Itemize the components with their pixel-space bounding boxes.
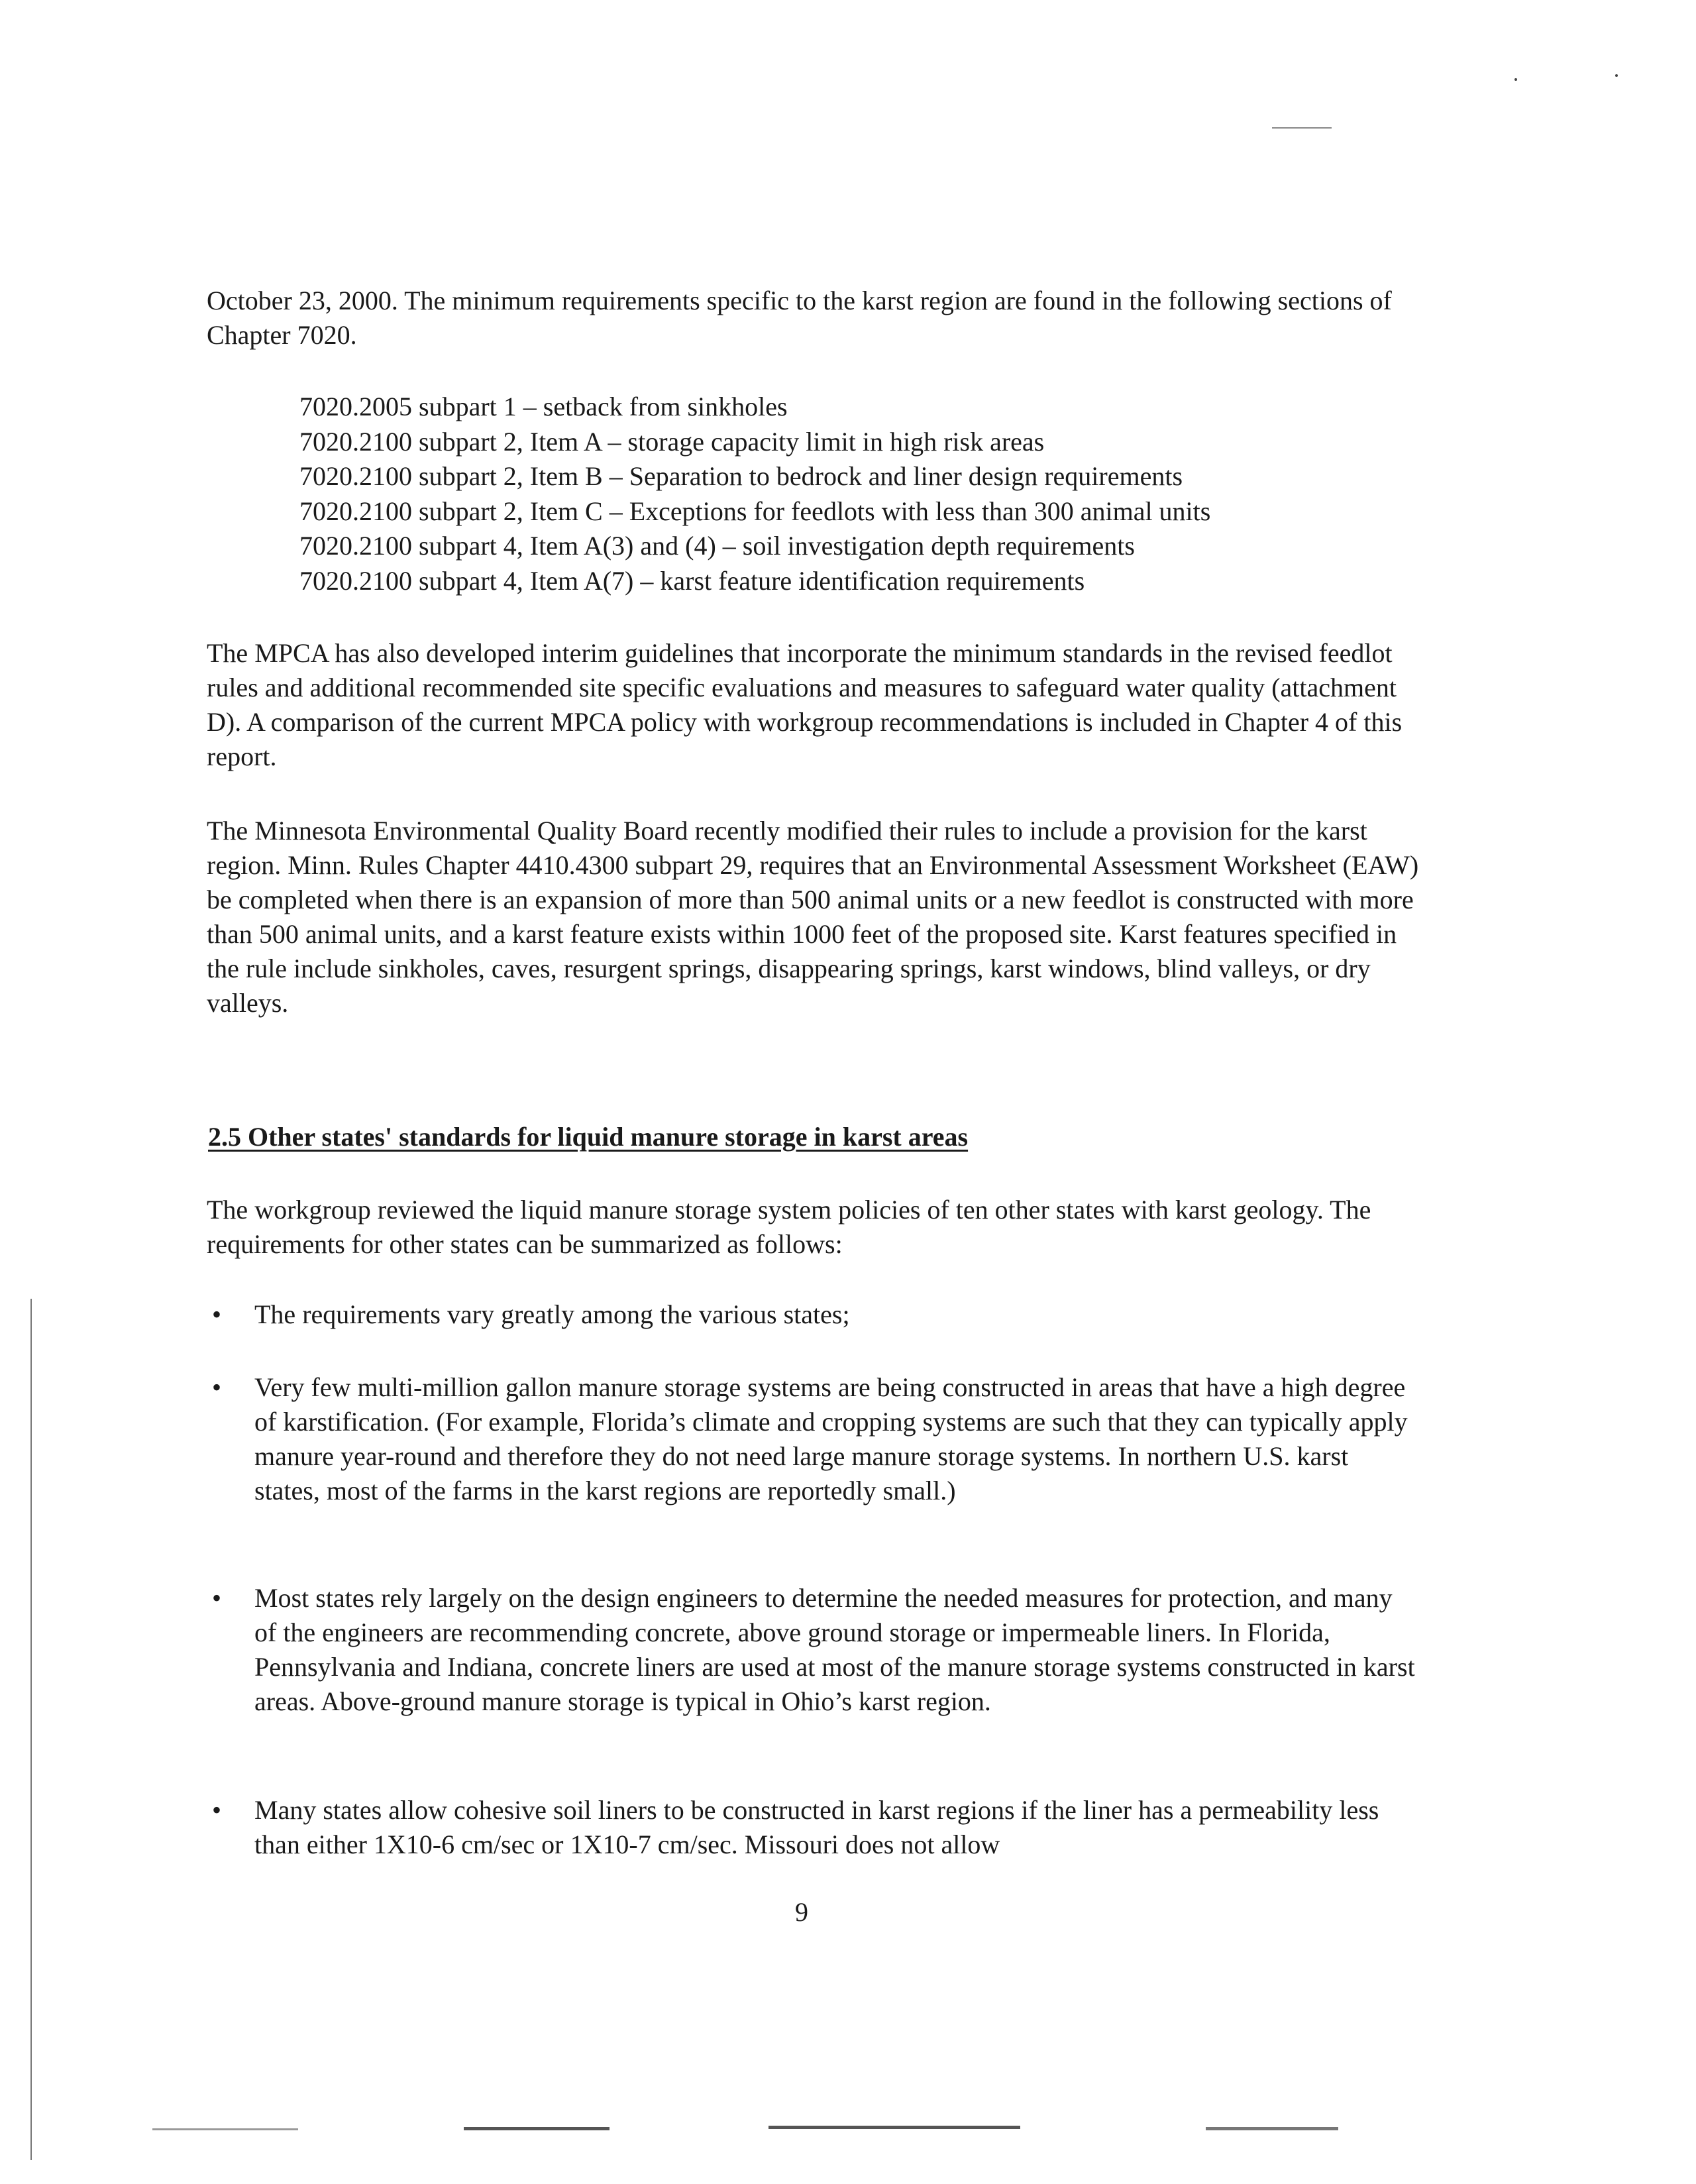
bullet-icon: • [212,1795,222,1825]
rule-section-item: 7020.2100 subpart 2, Item B – Separation to bedrock and liner design requirements [299,461,1183,491]
page-number: 9 [795,1897,808,1927]
review-paragraph: The workgroup reviewed the liquid manure storage system policies of ten other states with karst geology. The requirements for other states can be summarized as follows: [207,1195,1371,1259]
rule-section-item: 7020.2100 subpart 2, Item A – storage capacity limit in high risk areas [299,426,1045,457]
scan-left-edge [30,1299,32,2160]
rule-section-list [299,390,1210,598]
scan-speck [1615,74,1618,77]
mpca-paragraph: The MPCA has also developed interim guidelines that incorporate the minimum standards in the revised feedlot rules and additional recommended site specific evaluations and measures to safeguard water quality (attachment D). A comparison of the current MPCA policy with workgroup recommendations is included in Chapter 4 of this report. [207,638,1403,771]
rule-section-item: 7020.2005 subpart 1 – setback from sinkholes [299,392,788,421]
rule-section-item: 7020.2100 subpart 4, Item A(3) and (4) – soil investigation depth requirements [299,531,1135,561]
scan-smudge [464,2127,610,2130]
bullet-text: Many states allow cohesive soil liners to be constructed in karst regions if the liner has a permeability less than either 1X10-6 cm/sec or 1X10-7 cm/sec. Missouri does not allow [254,1795,1379,1859]
rule-section-item: 7020.2100 subpart 4, Item A(7) – karst feature identification requirements [299,565,1085,596]
scan-smudge [152,2128,298,2130]
bullet-text: The requirements vary greatly among the various states; [254,1299,850,1329]
bullet-icon: • [212,1583,222,1613]
bullet-icon: • [212,1299,222,1329]
intro-paragraph: October 23, 2000. The minimum requirements specific to the karst region are found in the following sections of Chapter 7020. [207,286,1392,350]
section-heading: 2.5 Other states' standards for liquid manure storage in karst areas [208,1122,969,1152]
list-item [207,1581,1419,1719]
bullet-text: Very few multi-million gallon manure storage systems are being constructed in areas that have a high degree of karstification. (For example, Florida’s climate and cropping systems are such that they can typically apply manure year-round and therefore they do not need large manure storage systems. In northern U.S. karst states, most of the farms in the karst regions are reportedly small.) [254,1372,1408,1505]
scan-speck [1514,78,1517,81]
bullet-text: Most states rely largely on the design engineers to determine the needed measures for protection, and many of the engineers are recommending concrete, above ground storage or impermeable liners. In Florida, Pennsylvania and Indiana, concrete liners are used at most of the manure storage systems constructed in karst areas. Above-ground manure storage is typical in Ohio’s karst region. [254,1583,1415,1716]
list-item [207,1793,1419,1862]
scan-smudge [1206,2127,1338,2130]
eqb-paragraph: The Minnesota Environmental Quality Board recently modified their rules to include a provision for the karst region. Minn. Rules Chapter 4410.4300 subpart 29, requires that an Environmental Assessment Worksheet (EAW) be completed when there is an expansion of more than 500 animal units or a new feedlot is constructed with more than 500 animal units, and a karst feature exists within 1000 feet of the proposed site. Karst features specified in the rule include sinkholes, caves, resurgent springs, disappearing springs, karst windows, blind valleys, or dry valleys. [207,816,1419,1018]
list-item [207,1370,1419,1508]
bullet-icon: • [212,1372,222,1402]
list-item [207,1297,1419,1332]
scan-smudge [768,2126,1020,2129]
scan-mark [1272,127,1332,129]
rule-section-item: 7020.2100 subpart 2, Item C – Exceptions for feedlots with less than 300 animal units [299,496,1211,526]
